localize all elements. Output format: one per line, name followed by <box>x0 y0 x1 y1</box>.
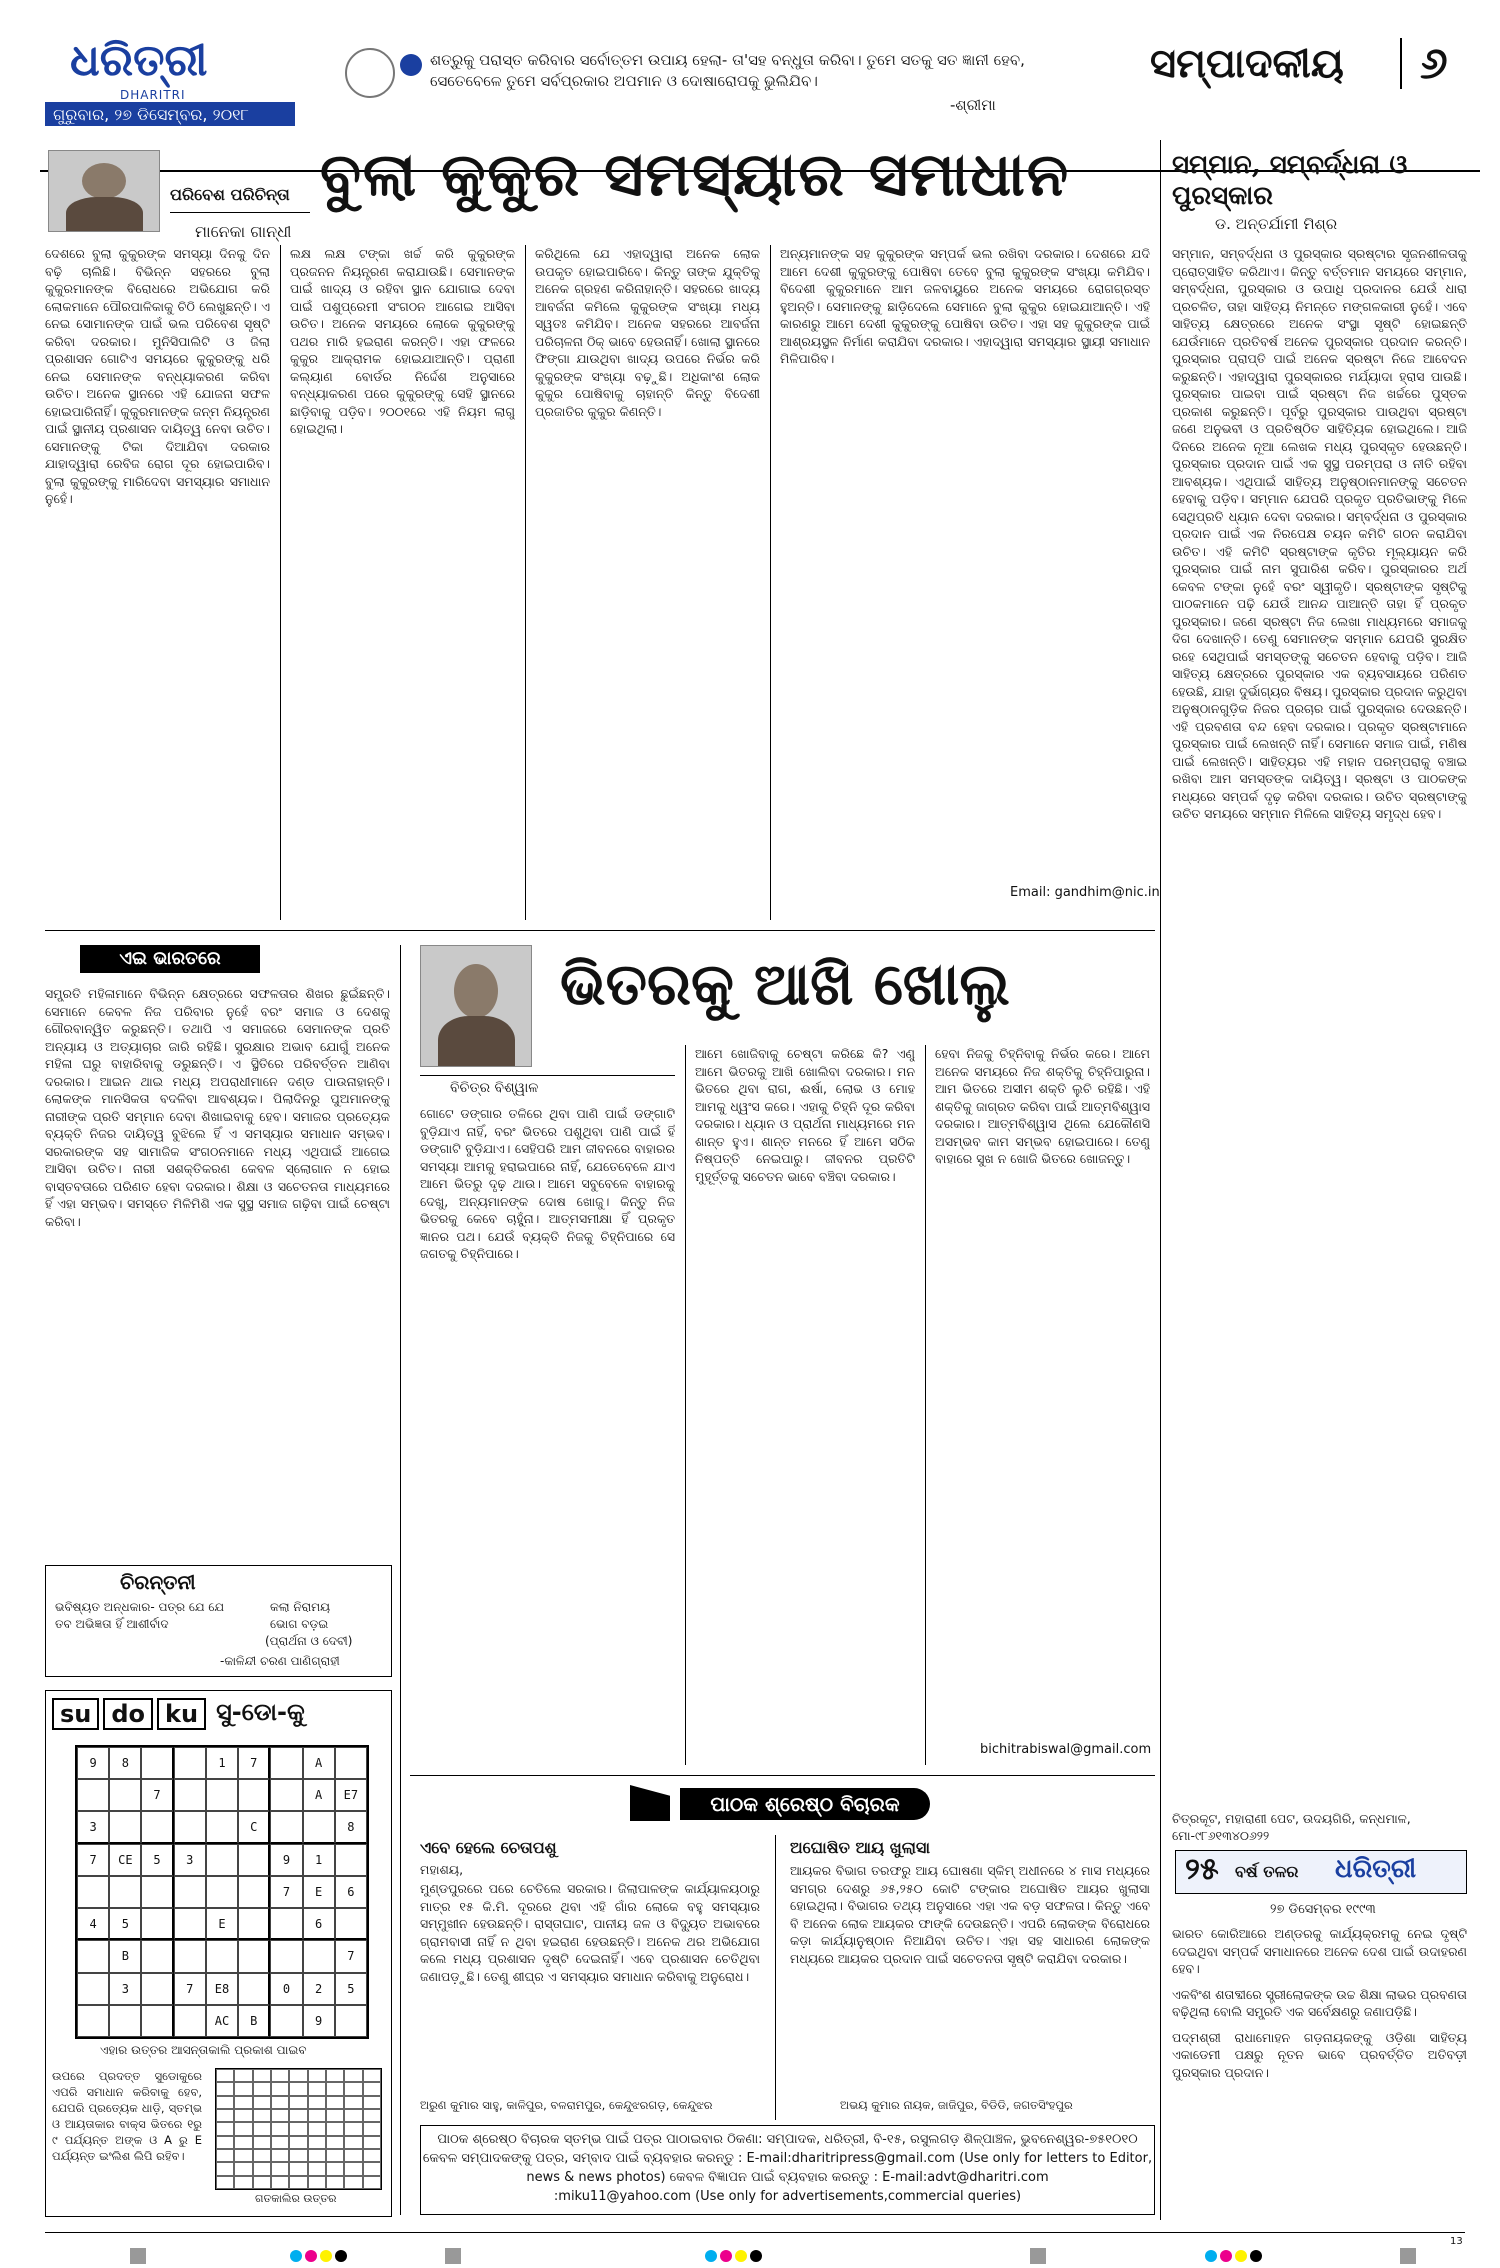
answer-cell <box>253 2149 271 2162</box>
divider <box>525 245 526 920</box>
poem-line: ତବ ଅଭିଜ୍ଞତା ହିଁ ଆଶୀର୍ବାଦ <box>55 1617 169 1631</box>
sudoku-title-odia: ସୁ-ଡୋ-କୁ <box>216 1698 305 1726</box>
answer-cell <box>271 2122 289 2135</box>
sudoku-cell[interactable]: 5 <box>141 1844 173 1876</box>
sudoku-cell[interactable]: 3 <box>174 1844 206 1876</box>
sudoku-cell[interactable] <box>141 1908 173 1940</box>
sudoku-cell[interactable] <box>141 1747 173 1779</box>
letters-kicker: ପାଠକ ଶ୍ରେଷ୍ଠ ବିଚାରକ <box>680 1788 930 1820</box>
answer-cell <box>216 2122 234 2135</box>
sudoku-cell[interactable] <box>77 1876 109 1908</box>
answer-cell <box>216 2162 234 2175</box>
answer-cell <box>308 2162 326 2175</box>
answer-cell <box>363 2149 381 2162</box>
sudoku-cell[interactable]: 9 <box>77 1747 109 1779</box>
sudoku-cell[interactable]: 6 <box>335 1876 367 1908</box>
registration-mark <box>1235 2250 1247 2262</box>
sudoku-cell[interactable]: A <box>303 1747 335 1779</box>
folio: 13 <box>1450 2236 1463 2247</box>
sudoku-cell[interactable]: 4 <box>77 1908 109 1940</box>
answer-cell <box>271 2082 289 2095</box>
answer-cell <box>271 2149 289 2162</box>
sudoku-cell[interactable] <box>141 1876 173 1908</box>
lead-email: Email: gandhim@nic.in <box>1010 885 1160 900</box>
sudoku-cell[interactable] <box>174 1747 206 1779</box>
second-email: bichitrabiswal@gmail.com <box>980 1742 1152 1757</box>
registration-bar <box>130 2248 146 2264</box>
pen-icon <box>630 1785 670 1821</box>
lotus-icon <box>400 54 422 76</box>
sudoku-cell[interactable] <box>174 1940 206 1972</box>
answer-cell <box>344 2122 362 2135</box>
sudoku-cell[interactable] <box>270 1940 302 1972</box>
sudoku-cell[interactable] <box>238 1973 270 2005</box>
section-title: ସମ୍ପାଦକୀୟ <box>1150 40 1344 87</box>
sudoku-cell[interactable]: A <box>303 1779 335 1811</box>
sudoku-cell[interactable] <box>77 2005 109 2037</box>
answer-cell <box>234 2082 252 2095</box>
letter-2-signature: ଅଭୟ କୁମାର ନାୟକ, ଜାଜିପୁର, ବିଡିଡି, ଜଗତସିଂହପୁର <box>840 2098 1073 2112</box>
sudoku-cell[interactable] <box>270 1779 302 1811</box>
sudoku-cell[interactable] <box>303 1940 335 1972</box>
answer-cell <box>308 2082 326 2095</box>
sudoku-cell[interactable]: 8 <box>335 1811 367 1843</box>
sudoku-cell[interactable]: 3 <box>77 1811 109 1843</box>
sudoku-cell[interactable]: 6 <box>303 1908 335 1940</box>
answer-cell <box>308 2096 326 2109</box>
answer-cell <box>344 2162 362 2175</box>
chirantani-title: ଚିରନ୍ତନୀ <box>120 1570 196 1594</box>
answer-cell <box>289 2136 307 2149</box>
sudoku-cell[interactable]: 2 <box>303 1973 335 2005</box>
answer-cell <box>363 2176 381 2189</box>
lead-column-1: ଦେଶରେ ବୁଲା କୁକୁରଙ୍କ ସମସ୍ୟା ଦିନକୁ ଦିନ ବଢ଼ି ଚାଲିଛି। ବିଭିନ୍ନ ସହରରେ ବୁଲା କୁକୁରମାନଙ୍କ ବିରୋଧରେ ଅଭିଯୋଗ କରି ଲୋକମାନେ ପୌରପାଳିକାକୁ ଚିଠି ଲେଖୁଛନ୍ତି। ଏ ନେଇ ସୋମାନଙ୍କ ପାଇଁ ଭଲ ପରିବେଶ ସୃଷ୍ଟି କରିବା ଦରକାର। ମୁନିସିପାଲିଟି ଓ ଜିଲା ପ୍ରଶାସନ ଗୋଟିଏ ସମୟରେ କୁକୁରଙ୍କୁ ଧରି ନେଇ ସେମାନଙ୍କ ବନ୍ଧ୍ୟାକରଣ କରିବା ଉଚିତ। ଅନେକ ସ୍ଥାନରେ ଏହି ଯୋଜନା ସଫଳ ହୋଇପାରିନାହିଁ। କୁକୁରମାନଙ୍କ ଜନ୍ମ ନିୟନ୍ତ୍ରଣ ପାଇଁ ସ୍ଥାନୀୟ ପ୍ରଶାସନ ଦାୟିତ୍ୱ ନେବା ଉଚିତ। ସେମାନଙ୍କୁ ଟିକା ଦିଆଯିବା ଦରକାର ଯାହାଦ୍ୱାରା ରେବିଜ ରୋଗ ଦୂର ହୋଇପାରିବ। ବୁଲା କୁକୁରଙ୍କୁ ମାରିଦେବା ସମସ୍ୟାର ସମାଧାନ ନୁହେଁ। <box>45 246 270 506</box>
address-line: news & news photos) କେବଳ ବିଜ୍ଞାପନ ପାଇଁ ବ୍ୟବହାର କରନ୍ତୁ : E-mail:advt@dharitri.com <box>526 2170 1049 2185</box>
answer-cell <box>344 2082 362 2095</box>
letter-1-salute: ମହାଶୟ, <box>420 1862 464 1877</box>
poem-line: ଭୋଗ ବଡ଼ଇ <box>270 1617 329 1631</box>
sudoku-cell[interactable]: 9 <box>270 1844 302 1876</box>
answer-cell <box>308 2069 326 2082</box>
column-label: ପରିବେଶ ପରିଚିନ୍ତା <box>170 185 290 204</box>
sudoku-cell[interactable] <box>174 2005 206 2037</box>
answer-cell <box>271 2176 289 2189</box>
sudoku-cell[interactable]: CE <box>109 1844 141 1876</box>
sudoku-cell[interactable]: 5 <box>335 1973 367 2005</box>
author-photo <box>420 945 532 1067</box>
sudoku-cell[interactable] <box>141 1973 173 2005</box>
poet-name: -କାଳିନ୍ଦୀ ଚରଣ ପାଣିଗ୍ରାହୀ <box>220 1654 340 1668</box>
second-column-2: ଆମେ ଖୋଜିବାକୁ ଚେଷ୍ଟା କରିଛେ କି? ଏଣୁ ଆମେ ଭିତରକୁ ଆଖି ଖୋଲିବା ଦରକାର। ମନ ଭିତରେ ଥିବା ରାଗ, ଈର୍ଷା, ଲୋଭ ଓ ମୋହ ଆମକୁ ଧ୍ୱଂସ କରେ। ଏହାକୁ ଚିହ୍ନି ଦୂର କରିବା ଦରକାର। ଧ୍ୟାନ ଓ ପ୍ରାର୍ଥନା ମାଧ୍ୟମରେ ମନ ଶାନ୍ତ ହୁଏ। ଶାନ୍ତ ମନରେ ହିଁ ଆମେ ସଠିକ ନିଷ୍ପତ୍ତି ନେଇପାରୁ। ଜୀବନର ପ୍ରତିଟି ମୁହୂର୍ତ୍ତକୁ ସଚେତନ ଭାବେ ବଞ୍ଚିବା ଦରକାର। <box>695 1046 915 1184</box>
answer-cell <box>216 2082 234 2095</box>
divider <box>410 1775 1155 1776</box>
answer-cell <box>216 2176 234 2189</box>
divider <box>420 1075 675 1076</box>
second-headline: ଭିତରକୁ ଆଖି ଖୋଲୁ <box>560 950 1010 1018</box>
registration-bar <box>1400 2248 1416 2264</box>
registration-mark <box>320 2250 332 2262</box>
answer-cell <box>289 2069 307 2082</box>
letter-1-body: ମୁଣ୍ଡପୁରରେ ପରେ ଚେତିଲେ ସରକାର। ଜିଲାପାଳଙ୍କ କାର୍ଯ୍ୟାଳୟଠାରୁ ମାତ୍ର ୧୫ କି.ମି. ଦୂରରେ ଥିବା ଏହି ଗାଁର ଲୋକେ ବହୁ ସମସ୍ୟାର ସମ୍ମୁଖୀନ ହେଉଛନ୍ତି। ରାସ୍ତାଘାଟ, ପାନୀୟ ଜଳ ଓ ବିଦ୍ୟୁତ ଅଭାବରେ ଗ୍ରାମବାସୀ ନାହିଁ ନ ଥିବା ହଇରାଣ ହେଉଛନ୍ତି। ଅନେକ ଥର ଅଭିଯୋଗ କଲେ ମଧ୍ୟ ପ୍ରଶାସନ ଦୃଷ୍ଟି ଦେଇନାହିଁ। ଏବେ ପ୍ରଶାସନ ଚେତିଥିବା ଜଣାପଡ଼ୁଛି। ତେଣୁ ଶୀଘ୍ର ଏ ସମସ୍ୟାର ସମାଧାନ କରିବାକୁ ଅନୁରୋଧ। <box>420 1881 760 1984</box>
sudoku-cell[interactable] <box>77 1779 109 1811</box>
registration-mark <box>305 2250 317 2262</box>
right-body: ସମ୍ମାନ, ସମ୍ବର୍ଦ୍ଧନା ଓ ପୁରସ୍କାର ସ୍ରଷ୍ଟାର ସୃଜନଶୀଳତାକୁ ପ୍ରୋତ୍ସାହିତ କରିଥାଏ। କିନ୍ତୁ ବର୍ତ୍ତମାନ ସମୟରେ ସମ୍ମାନ, ସମ୍ବର୍ଦ୍ଧନା, ପୁରସ୍କାର ଓ ଉପାଧି ପ୍ରଦାନର ଯେଉଁ ଧାରା ପ୍ରଚଳିତ, ତାହା ସାହିତ୍ୟ ନିମନ୍ତେ ମଙ୍ଗଳକାରୀ ନୁହେଁ। ଏବେ ସାହିତ୍ୟ କ୍ଷେତ୍ରରେ ଅନେକ ସଂସ୍ଥା ସୃଷ୍ଟି ହୋଇଛନ୍ତି ଯେଉଁମାନେ ପ୍ରତିବର୍ଷ ଅନେକ ପୁରସ୍କାର ପ୍ରଦାନ କରନ୍ତି। ପୁରସ୍କାର ପ୍ରାପ୍ତି ପାଇଁ ଅନେକ ସ୍ରଷ୍ଟା ନିଜେ ଆବେଦନ କରୁଛନ୍ତି। ଏହାଦ୍ୱାରା ପୁରସ୍କାରର ମର୍ଯ୍ୟାଦା ହ୍ରାସ ପାଉଛି। ପୁରସ୍କାର ପାଇବା ପାଇଁ ସ୍ରଷ୍ଟା ନିଜ ଖର୍ଚ୍ଚରେ ପୁସ୍ତକ ପ୍ରକାଶ କରୁଛନ୍ତି। ପୂର୍ବରୁ ପୁରସ୍କାର ପାଉଥିବା ସ୍ରଷ୍ଟା ଜଣେ ଅନୁଭବୀ ଓ ପ୍ରତିଷ୍ଠିତ ସାହିତ୍ୟିକ ହୋଇଥିଲେ। ଆଜି ଦିନରେ ଅନେକ ନୂଆ ଲେଖକ ମଧ୍ୟ ପୁରସ୍କୃତ ହେଉଛନ୍ତି। ପୁରସ୍କାର ପ୍ରଦାନ ପାଇଁ ଏକ ସୁସ୍ଥ ପରମ୍ପରା ଓ ନୀତି ରହିବା ଆବଶ୍ୟକ। ଏଥିପାଇଁ ସାହିତ୍ୟ ଅନୁଷ୍ଠାନମାନଙ୍କୁ ସଚେତନ ହେବାକୁ ପଡ଼ିବ। ସମ୍ମାନ ଯେପରି ପ୍ରକୃତ ପ୍ରତିଭାଙ୍କୁ ମିଳେ ସେଥିପ୍ରତି ଧ୍ୟାନ ଦେବା ଦରକାର। ସମ୍ବର୍ଦ୍ଧନା ଓ ପୁରସ୍କାର ପ୍ରଦାନ ପାଇଁ ଏକ ନିରପେକ୍ଷ ଚୟନ କମିଟି ଗଠନ କରାଯିବା ଉଚିତ। ଏହି କମିଟି ସ୍ରଷ୍ଟାଙ୍କ କୃତିର ମୂଲ୍ୟାୟନ କରି ପୁରସ୍କାର ପାଇଁ ନାମ ସୁପାରିଶ କରିବ। ପୁରସ୍କାରର ଅର୍ଥ କେବଳ ଟଙ୍କା ନୁହେଁ ବରଂ ସ୍ୱୀକୃତି। ସ୍ରଷ୍ଟାଙ୍କ ସୃଷ୍ଟିକୁ ପାଠକମାନେ ପଢ଼ି ଯେଉଁ ଆନନ୍ଦ ପାଆନ୍ତି ତାହା ହିଁ ପ୍ରକୃତ ପୁରସ୍କାର। ଜଣେ ସ୍ରଷ୍ଟା ନିଜ ଲେଖା ମାଧ୍ୟମରେ ସମାଜକୁ ଦିଗ ଦେଖାନ୍ତି। ତେଣୁ ସେମାନଙ୍କ ସମ୍ମାନ ଯେପରି ସୁରକ୍ଷିତ ରହେ ସେଥିପାଇଁ ସମସ୍ତଙ୍କୁ ସଚେତନ ହେବାକୁ ପଡ଼ିବ। ଆଜି ସାହିତ୍ୟ କ୍ଷେତ୍ରରେ ପୁରସ୍କାର ଏକ ବ୍ୟବସାୟରେ ପରିଣତ ହେଉଛି, ଯାହା ଦୁର୍ଭାଗ୍ୟର ବିଷୟ। ପୁରସ୍କାର ପ୍ରଦାନ କରୁଥିବା ଅନୁଷ୍ଠାନଗୁଡ଼ିକ ନିଜର ପ୍ରଚାର ପାଇଁ ପୁରସ୍କାର ଦେଉଛନ୍ତି। ଏହି ପ୍ରବଣତା ବନ୍ଦ ହେବା ଦରକାର। ପ୍ରକୃତ ସ୍ରଷ୍ଟାମାନେ ପୁରସ୍କାର ପାଇଁ ଲେଖନ୍ତି ନାହିଁ। ସେମାନେ ସମାଜ ପାଇଁ, ମଣିଷ ପାଇଁ ଲେଖନ୍ତି। ସାହିତ୍ୟର ଏହି ମହାନ ପରମ୍ପରାକୁ ବଞ୍ଚାଇ ରଖିବା ଆମ ସମସ୍ତଙ୍କ ଦାୟିତ୍ୱ। ସ୍ରଷ୍ଟା ଓ ପାଠକଙ୍କ ମଧ୍ୟରେ ସମ୍ପର୍କ ଦୃଢ଼ କରିବା ଦରକାର। ଉଚିତ ସ୍ରଷ୍ଟାଙ୍କୁ ଉଚିତ ସମୟରେ ସମ୍ମାନ ମିଳିଲେ ସାହିତ୍ୟ ସମୃଦ୍ଧ ହେବ। <box>1172 246 1467 821</box>
answer-cell <box>234 2176 252 2189</box>
sudoku-cell[interactable]: 7 <box>77 1844 109 1876</box>
sudoku-note: ଏହାର ଉତ୍ତର ଆସନ୍ତାକାଲି ପ୍ରକାଶ ପାଇବ <box>100 2043 307 2057</box>
sudoku-cell[interactable] <box>109 1811 141 1843</box>
answer-cell <box>253 2096 271 2109</box>
answer-cell <box>216 2149 234 2162</box>
author-photo <box>48 150 160 232</box>
answer-cell <box>234 2069 252 2082</box>
answer-cell <box>234 2096 252 2109</box>
answer-cell <box>363 2136 381 2149</box>
poem-line: ଭବିଷ୍ୟତ ଅନ୍ଧକାର- ପତ୍ର ଯେ ଯେ <box>55 1600 225 1614</box>
chakra-icon <box>345 48 395 98</box>
answer-cell <box>344 2069 362 2082</box>
answer-cell <box>234 2149 252 2162</box>
sudoku-rules: ଉପରେ ପ୍ରଦତ୍ତ ସୁଡୋକୁରେ ଏପରି ସମାଧାନ କରିବାକୁ ହେବ, ଯେପରି ପ୍ରତ୍ୟେକ ଧାଡ଼ି, ସ୍ତମ୍ଭ ଓ ଆୟତାକାର ବାକ୍ସ ଭିତରେ ୧ରୁ ୯ ପର୍ଯ୍ୟନ୍ତ ଅଙ୍କ ଓ A ରୁ E ପର୍ଯ୍ୟନ୍ତ ଇଂଲିଶ ଲିପି ରହିବ। <box>52 2069 202 2163</box>
sudoku-cell[interactable] <box>206 1876 238 1908</box>
letter-2-body: ଆୟକର ବିଭାଗ ତରଫରୁ ଆୟ ଘୋଷଣା ସ୍କିମ୍ ଅଧୀନରେ ୪ ମାସ ମଧ୍ୟରେ ସମଗ୍ର ଦେଶରୁ ୬୫,୨୫୦ କୋଟି ଟଙ୍କାର ଅଘୋଷିତ ଆୟର ଖୁଲାସା ହୋଇଥିଲା। ବିଭାଗର ତଥ୍ୟ ଅନୁସାରେ ଏହା ଏକ ବଡ଼ ସଫଳତା। କିନ୍ତୁ ଏବେ ବି ଅନେକ ଲୋକ ଆୟକର ଫାଙ୍କି ଦେଉଛନ୍ତି। ଏପରି ଲୋକଙ୍କ ବିରୋଧରେ କଡ଼ା କାର୍ଯ୍ୟାନୁଷ୍ଠାନ ନିଆଯିବା ଉଚିତ। ଏହା ସହ ସାଧାରଣ ଲୋକଙ୍କ ମଧ୍ୟରେ ଆୟକର ପ୍ରଦାନ ପାଇଁ ସଚେତନତା ସୃଷ୍ଟି କରାଯିବା ଦରକାର। <box>790 1863 1150 1966</box>
lead-column-2: ଲକ୍ଷ ଲକ୍ଷ ଟଙ୍କା ଖର୍ଚ୍ଚ କରି କୁକୁରଙ୍କ ପ୍ରଜନନ ନିୟନ୍ତ୍ରଣ କରାଯାଉଛି। ସେମାନଙ୍କ ପାଇଁ ଖାଦ୍ୟ ଓ ରହିବା ସ୍ଥାନ ଯୋଗାଇ ଦେବା ପାଇଁ ପଶୁପ୍ରେମୀ ସଂଗଠନ ଆଗେଇ ଆସିବା ଉଚିତ। ଅନେକ ସମୟରେ ଲୋକେ କୁକୁରଙ୍କୁ ପଥର ମାରି ହଇରାଣ କରନ୍ତି। ଏହା ଫଳରେ କୁକୁର ଆକ୍ରାମକ ହୋଇଯାଆନ୍ତି। ପ୍ରାଣୀ କଲ୍ୟାଣ ବୋର୍ଡର ନିର୍ଦ୍ଦେଶ ଅନୁସାରେ ବନ୍ଧ୍ୟାକରଣ ପରେ କୁକୁରଙ୍କୁ ସେହି ସ୍ଥାନରେ ଛାଡ଼ିବାକୁ ପଡ଼ିବ। ୨୦୦୧ରେ ଏହି ନିୟମ ଲାଗୁ ହୋଇଥିଲା। <box>290 246 515 436</box>
registration-bar <box>1030 2248 1046 2264</box>
answer-cell <box>271 2136 289 2149</box>
answer-cell <box>234 2122 252 2135</box>
sudoku-cell[interactable]: 1 <box>303 1844 335 1876</box>
sudoku-cell[interactable] <box>238 1844 270 1876</box>
answer-cell <box>326 2162 344 2175</box>
answer-cell <box>216 2069 234 2082</box>
right-author: ଡ. ଅନ୍ତର୍ଯାମୀ ମିଶ୍ର <box>1215 215 1338 233</box>
answer-cell <box>253 2069 271 2082</box>
answer-cell <box>308 2109 326 2122</box>
answer-cell <box>289 2096 307 2109</box>
answer-cell <box>326 2122 344 2135</box>
second-column-1: ଗୋଟେ ଡଙ୍ଗାର ତଳିରେ ଥିବା ପାଣି ପାଇଁ ଡଙ୍ଗାଟି ବୁଡ଼ିଯାଏ ନାହିଁ, ବରଂ ଭିତରେ ପଶୁଥିବା ପାଣି ପାଇଁ ହିଁ ଡଙ୍ଗାଟି ବୁଡ଼ିଯାଏ। ସେହିପରି ଆମ ଜୀବନରେ ବାହାରର ସମସ୍ୟା ଆମକୁ ହରାଇପାରେ ନାହିଁ, ଯେତେବେଳେ ଯାଏ ଆମେ ଭିତରୁ ଦୃଢ଼ ଥାଉ। ଆମେ ସବୁବେଳେ ବାହାରକୁ ଦେଖୁ, ଅନ୍ୟମାନଙ୍କ ଦୋଷ ଖୋଜୁ। କିନ୍ତୁ ନିଜ ଭିତରକୁ କେବେ ଚାହୁଁନା। ଆତ୍ମସମୀକ୍ଷା ହିଁ ପ୍ରକୃତ ଜ୍ଞାନର ପଥ। ଯେଉଁ ବ୍ୟକ୍ତି ନିଜକୁ ଚିହ୍ନିପାରେ ସେ ଜଗତକୁ ଚିହ୍ନିପାରେ। <box>420 1106 675 1261</box>
sudoku-cell[interactable] <box>141 2005 173 2037</box>
answer-cell <box>289 2149 307 2162</box>
answer-cell <box>363 2122 381 2135</box>
archive-item: ଭାରତ କୋରିଆରେ ଅଣ୍ଡରକୁ କାର୍ଯ୍ୟକ୍ରମକୁ ନେଇ ଦୃଷ୍ଟି ଦେଇଥିବା ସମ୍ପର୍କ ସମାଧାନରେ ଅନେକ ଦେଶ ପାଇଁ ଉଦାହରଣ ହେବ। <box>1172 1926 1467 1976</box>
ei-bharatare-body: ସମ୍ପ୍ରତି ମହିଳାମାନେ ବିଭିନ୍ନ କ୍ଷେତ୍ରରେ ସଫଳତାର ଶିଖର ଛୁଇଁଛନ୍ତି। ସେମାନେ କେବଳ ନିଜ ପରିବାର ନୁହେଁ ବରଂ ସମାଜ ଓ ଦେଶକୁ ଗୌରବାନ୍ୱିତ କରୁଛନ୍ତି। ତଥାପି ଏ ସମାଜରେ ସେମାନଙ୍କ ପ୍ରତି ଅନ୍ୟାୟ ଓ ଅତ୍ୟାଚାର ଜାରି ରହିଛି। ସୁରକ୍ଷାର ଅଭାବ ଯୋଗୁଁ ଅନେକ ମହିଳା ଘରୁ ବାହାରିବାକୁ ଡରୁଛନ୍ତି। ଏ ସ୍ଥିତିରେ ପରିବର୍ତ୍ତନ ଆଣିବା ଦରକାର। ଆଇନ ଥାଇ ମଧ୍ୟ ଅପରାଧୀମାନେ ଦଣ୍ଡ ପାଉନାହାନ୍ତି। ଲୋକଙ୍କ ମାନସିକତା ବଦଳିବା ଆବଶ୍ୟକ। ପିଲାଦିନରୁ ପୁଅମାନଙ୍କୁ ନାରୀଙ୍କ ପ୍ରତି ସମ୍ମାନ ଦେବା ଶିଖାଇବାକୁ ହେବ। ସମାଜର ପ୍ରତ୍ୟେକ ବ୍ୟକ୍ତି ନିଜର ଦାୟିତ୍ୱ ବୁଝିଲେ ହିଁ ଏ ସମସ୍ୟାର ସମାଧାନ ସମ୍ଭବ। ସରକାରଙ୍କ ସହ ସାମାଜିକ ସଂଗଠନମାନେ ମଧ୍ୟ ଏଥିପାଇଁ ଆଗେଇ ଆସିବା ଉଚିତ। ନାରୀ ସଶକ୍ତିକରଣ କେବଳ ସ୍ଲୋଗାନ ନ ହୋଇ ବାସ୍ତବତାରେ ପରିଣତ ହେବା ଦରକାର। ଶିକ୍ଷା ଓ ସଚେତନତା ମାଧ୍ୟମରେ ହିଁ ଏହା ସମ୍ଭବ। ସମସ୍ତେ ମିଳିମିଶି ଏକ ସୁସ୍ଥ ସମାଜ ଗଢ଼ିବା ପାଇଁ ଚେଷ୍ଟା କରିବା। <box>45 986 390 1229</box>
sudoku-cell[interactable] <box>174 1779 206 1811</box>
sudoku-cell[interactable]: 1 <box>206 1747 238 1779</box>
answer-cell <box>234 2136 252 2149</box>
sudoku-cell[interactable]: 7 <box>174 1973 206 2005</box>
sudoku-cell[interactable] <box>77 1973 109 2005</box>
sudoku-cell[interactable]: B <box>238 2005 270 2037</box>
address-line: କେବଳ ସମ୍ପାଦକଙ୍କୁ ପତ୍ର, ସମ୍ବାଦ ପାଇଁ ବ୍ୟବହାର କରନ୍ତୁ : E-mail:dharitripress@gmail.com (Use only for letters to Editor, <box>422 2151 1153 2166</box>
sudoku-cell[interactable]: B <box>109 1940 141 1972</box>
sudoku-cell[interactable]: 7 <box>141 1779 173 1811</box>
registration-mark <box>335 2250 347 2262</box>
lead-headline: ବୁଲା କୁକୁର ସମସ୍ୟାର ସମାଧାନ <box>320 140 1071 210</box>
sudoku-cell[interactable]: E7 <box>335 1779 367 1811</box>
answer-cell <box>253 2082 271 2095</box>
divider <box>45 930 1155 931</box>
answer-cell <box>363 2082 381 2095</box>
lead-column-4: ଅନ୍ୟମାନଙ୍କ ସହ କୁକୁରଙ୍କ ସମ୍ପର୍କ ଭଲ ରଖିବା ଦରକାର। ଦେଶରେ ଯଦି ଆମେ ଦେଶୀ କୁକୁରଙ୍କୁ ପୋଷିବା ତେବେ ବୁଲା କୁକୁରଙ୍କ ସଂଖ୍ୟା କମିଯିବ। ବିଦେଶୀ କୁକୁରମାନେ ଆମ ଜଳବାୟୁରେ ଅନେକ ସମୟରେ ରୋଗଗ୍ରସ୍ତ ହୁଅନ୍ତି। ସେମାନଙ୍କୁ ଛାଡ଼ିଦେଲେ ସେମାନେ ବୁଲା କୁକୁର ହୋଇଯାଆନ୍ତି। ଏହି କାରଣରୁ ଆମେ ଦେଶୀ କୁକୁରଙ୍କୁ ପୋଷିବା ଉଚିତ। ଏହା ସହ କୁକୁରଙ୍କ ପାଇଁ ଆଶ୍ରୟସ୍ଥଳ ନିର୍ମାଣ କରାଯିବା ଦରକାର। ଏହାଦ୍ୱାରା ସମସ୍ୟାର ସ୍ଥାୟୀ ସମାଧାନ ମିଳିପାରିବ। <box>780 246 1150 366</box>
registration-mark <box>750 2250 762 2262</box>
letter-1-signature: ଅରୁଣ କୁମାର ସାହୁ, କାଳିପୁର, ବଳରାମପୁର, କେନ୍ଦୁଝରଗଡ଼, କେନ୍ଦୁଝର <box>420 2098 713 2112</box>
sudoku-title <box>52 1698 305 1730</box>
divider <box>1160 140 1161 2220</box>
archive-logo: ଧରିତ୍ରୀ <box>1335 1854 1417 1884</box>
divider <box>400 945 401 2215</box>
answer-cell <box>363 2096 381 2109</box>
answer-cell <box>326 2082 344 2095</box>
answer-cell <box>253 2162 271 2175</box>
answer-cell <box>363 2162 381 2175</box>
letter-1-title: ଏବେ ହେଲେ ଚେତାପଶୁ <box>420 1838 557 1857</box>
sudoku-cell[interactable]: 7 <box>238 1747 270 1779</box>
archive-date: ୨୭ ଡିସେମ୍ବର ୧୯୯୩ <box>1270 1902 1376 1917</box>
sudoku-cell[interactable] <box>174 1908 206 1940</box>
right-headline: ସମ୍ମାନ, ସମ୍ବର୍ଦ୍ଧନା ଓ ପୁରସ୍କାର <box>1172 150 1408 211</box>
sudoku-answer-label: ଗତକାଲିର ଉତ୍ତର <box>255 2192 337 2205</box>
ei-bharatare-kicker: ଏଇ ଭାରତରେ <box>80 945 260 973</box>
address-line: ପାଠକ ଶ୍ରେଷ୍ଠ ବିଚାରକ ସ୍ତମ୍ଭ ପାଇଁ ପତ୍ର ପାଠାଇବାର ଠିକଣା: ସମ୍ପାଦକ, ଧରିତ୍ରୀ, ବି-୧୫, ରସୁଲଗଡ଼ ଶିଳ୍ପାଞ୍ଚଳ, ଭୁବନେଶ୍ୱର-୭୫୧୦୧୦ <box>437 2132 1138 2147</box>
page-number: ୬ <box>1400 38 1448 89</box>
answer-cell <box>253 2109 271 2122</box>
newspaper-logo: ଧରିତ୍ରୀ <box>70 35 208 86</box>
registration-bar <box>445 2248 461 2264</box>
sudoku-cell[interactable]: 7 <box>270 1876 302 1908</box>
sudoku-cell[interactable] <box>270 1811 302 1843</box>
answer-cell <box>271 2069 289 2082</box>
answer-cell <box>326 2096 344 2109</box>
address-line: :miku11@yahoo.com (Use only for advertisements,commercial queries) <box>553 2189 1022 2204</box>
sudoku-cell[interactable] <box>238 1779 270 1811</box>
answer-cell <box>289 2109 307 2122</box>
answer-cell <box>326 2176 344 2189</box>
answer-cell <box>216 2109 234 2122</box>
second-author: ବିଚିତ୍ର ବିଶ୍ୱାଳ <box>450 1080 539 1096</box>
sudoku-cell[interactable]: 9 <box>303 2005 335 2037</box>
sudoku-cell[interactable] <box>335 1844 367 1876</box>
answer-cell <box>271 2109 289 2122</box>
sudoku-cell[interactable] <box>141 1811 173 1843</box>
sudoku-cell[interactable]: 3 <box>109 1973 141 2005</box>
sudoku-cell[interactable] <box>238 1908 270 1940</box>
sudoku-cell[interactable] <box>206 1844 238 1876</box>
sudoku-cell[interactable] <box>270 1747 302 1779</box>
newspaper-logo-sub: DHARITRI <box>120 88 186 102</box>
answer-cell <box>344 2176 362 2189</box>
answer-cell <box>344 2109 362 2122</box>
answer-cell <box>234 2109 252 2122</box>
answer-cell <box>344 2096 362 2109</box>
sudoku-cell[interactable]: E <box>303 1876 335 1908</box>
sudoku-cell[interactable] <box>141 1940 173 1972</box>
sudoku-cell[interactable]: E8 <box>206 1973 238 2005</box>
quote-text: ଶତ୍ରୁକୁ ପରାସ୍ତ କରିବାର ସର୍ବୋତ୍ତମ ଉପାୟ ହେଲା- ତା'ସହ ବନ୍ଧୁତା କରିବା। ତୁମେ ସତକୁ ସତ ଜ୍ଞାନୀ ହେବ, ସେତେବେଳେ ତୁମେ ସର୍ବପ୍ରକାର ଅପମାନ ଓ ଦୋଷାରୋପକୁ ଭୁଲିଯିବ। <box>430 51 1025 90</box>
answer-cell <box>271 2096 289 2109</box>
answer-cell <box>344 2149 362 2162</box>
answer-cell <box>344 2136 362 2149</box>
divider <box>770 245 771 920</box>
sudoku-answer-grid <box>215 2068 382 2190</box>
sudoku-cell[interactable] <box>109 1779 141 1811</box>
answer-cell <box>289 2082 307 2095</box>
answer-cell <box>326 2069 344 2082</box>
registration-mark <box>705 2250 717 2262</box>
sudoku-cell[interactable] <box>335 1908 367 1940</box>
sudoku-cell[interactable] <box>109 1876 141 1908</box>
letters-address-box <box>420 2125 1155 2215</box>
divider <box>685 1045 686 1765</box>
sudoku-cell[interactable]: E <box>206 1908 238 1940</box>
divider <box>775 1835 776 2120</box>
answer-cell <box>326 2136 344 2149</box>
sudoku-cell[interactable] <box>335 1747 367 1779</box>
answer-cell <box>308 2149 326 2162</box>
sudoku-cell[interactable] <box>109 2005 141 2037</box>
sudoku-cell[interactable] <box>238 1940 270 1972</box>
sudoku-cell[interactable] <box>206 1779 238 1811</box>
sudoku-cell[interactable] <box>174 1876 206 1908</box>
sudoku-cell[interactable] <box>206 1940 238 1972</box>
registration-mark <box>720 2250 732 2262</box>
sudoku-cell[interactable] <box>270 2005 302 2037</box>
answer-cell <box>308 2136 326 2149</box>
divider <box>45 2232 1465 2233</box>
sudoku-cell[interactable] <box>174 1811 206 1843</box>
dateline: ଗୁରୁବାର, ୨୭ ଡିସେମ୍ବର, ୨୦୧୮ <box>45 102 295 126</box>
answer-cell <box>216 2136 234 2149</box>
archive-item: ଏକବିଂଶ ଶତାବ୍ଦୀରେ ସ୍ତ୍ରୀଲୋକଙ୍କ ଉଚ୍ଚ ଶିକ୍ଷା ଲାଭର ପ୍ରବଣତା ବଢ଼ିଥିଲା ବୋଲି ସମ୍ପ୍ରତି ଏକ ସର୍ବେକ୍ଷଣରୁ ଜଣାପଡ଼ିଛି। <box>1172 1986 1467 2019</box>
answer-cell <box>289 2162 307 2175</box>
archive-label: ବର୍ଷ ତଳର <box>1235 1862 1299 1881</box>
sudoku-cell[interactable] <box>238 1876 270 1908</box>
answer-cell <box>326 2149 344 2162</box>
registration-mark <box>735 2250 747 2262</box>
sudoku-grid[interactable] <box>75 1745 369 2039</box>
archive-item: ପଦ୍ମଶ୍ରୀ ରାଧାମୋହନ ଗଡ଼ନାୟକଙ୍କୁ ଓଡ଼ିଶା ସାହିତ୍ୟ ଏକାଡେମୀ ପକ୍ଷରୁ ନୂତନ ଭାବେ ପ୍ରବର୍ତ୍ତିତ ଅତିବଡ଼ୀ ପୁରସ୍କାର ପ୍ରଦାନ। <box>1172 2029 1467 2080</box>
lead-column-3: କରିଥିଲେ ଯେ ଏହାଦ୍ୱାରା ଅନେକ ଲୋକ ଉପକୃତ ହୋଇପାରିବେ। କିନ୍ତୁ ତାଙ୍କ ଯୁକ୍ତିକୁ ଅନେକ ଗ୍ରହଣ କରିନାହାନ୍ତି। ସହରରେ ଖାଦ୍ୟ ଆବର୍ଜନା କମିଲେ କୁକୁରଙ୍କ ସଂଖ୍ୟା ମଧ୍ୟ ସ୍ୱତଃ କମିଯିବ। ଅନେକ ସହରରେ ଆବର୍ଜନା ପରିଚାଳନା ଠିକ୍ ଭାବେ ହେଉନାହିଁ। ଖୋଲା ସ୍ଥାନରେ ଫିଙ୍ଗା ଯାଉଥିବା ଖାଦ୍ୟ ଉପରେ ନିର୍ଭର କରି କୁକୁରଙ୍କ ସଂଖ୍ୟା ବଢ଼ୁଛି। ଅଧିକାଂଶ ଲୋକ କୁକୁର ପୋଷିବାକୁ ଚାହାନ୍ତି କିନ୍ତୁ ବିଦେଶୀ ପ୍ରଜାତିର କୁକୁର କିଣନ୍ତି। <box>535 246 760 419</box>
registration-mark <box>1220 2250 1232 2262</box>
registration-mark <box>1205 2250 1217 2262</box>
registration-mark <box>1250 2250 1262 2262</box>
sudoku-title-su: su <box>52 1698 99 1730</box>
divider <box>280 245 281 920</box>
divider <box>925 1045 926 1765</box>
answer-cell <box>253 2122 271 2135</box>
answer-cell <box>234 2162 252 2175</box>
sudoku-cell[interactable]: 5 <box>109 1908 141 1940</box>
letter-2-title: ଅଘୋଷିତ ଆୟ ଖୁଲାସା <box>790 1838 930 1857</box>
answer-cell <box>289 2122 307 2135</box>
second-column-3: ହେବା ନିଜକୁ ଚିହ୍ନିବାକୁ ନିର୍ଭର କରେ। ଆମେ ଅନେକ ସମୟରେ ନିଜ ଶକ୍ତିକୁ ଚିହ୍ନିପାରୁନା। ଆମ ଭିତରେ ଅସୀମ ଶକ୍ତି ଲୁଚି ରହିଛି। ଏହି ଶକ୍ତିକୁ ଜାଗ୍ରତ କରିବା ପାଇଁ ଆତ୍ମବିଶ୍ୱାସ ଦରକାର। ଆତ୍ମବିଶ୍ୱାସ ଥିଲେ ଯେକୌଣସି ଅସମ୍ଭବ କାମ ସମ୍ଭବ ହୋଇପାରେ। ତେଣୁ ବାହାରେ ସୁଖ ନ ଖୋଜି ଭିତରେ ଖୋଜନ୍ତୁ। <box>935 1046 1150 1166</box>
sudoku-cell[interactable] <box>303 1811 335 1843</box>
answer-cell <box>363 2069 381 2082</box>
archive-items <box>1172 1925 1467 2225</box>
right-contact: ଚିତ୍ରକୂଟ, ମହାରାଣୀ ପେଟ, ଉଦୟଗିରି, କନ୍ଧମାଳ, ମୋ-୯୮୬୧୩୪୦୬୨୨ <box>1172 1811 1411 1843</box>
answer-cell <box>216 2096 234 2109</box>
answer-cell <box>308 2122 326 2135</box>
divider <box>170 212 310 213</box>
answer-cell <box>289 2176 307 2189</box>
poem-line: (ପ୍ରାର୍ଥନା ଓ ଦେବୀ) <box>265 1634 353 1648</box>
author-name: ମାନେକା ଗାନ୍ଧୀ <box>195 222 292 241</box>
sudoku-cell[interactable] <box>335 2005 367 2037</box>
sudoku-cell[interactable] <box>270 1908 302 1940</box>
answer-cell <box>253 2136 271 2149</box>
answer-cell <box>363 2109 381 2122</box>
poem-line: କଲା ନିରାମୟ <box>270 1600 331 1614</box>
sudoku-title-ku: ku <box>157 1698 206 1730</box>
quote-author: -ଶ୍ରୀମା <box>950 96 996 114</box>
registration-mark <box>290 2250 302 2262</box>
sudoku-cell[interactable] <box>77 1940 109 1972</box>
sudoku-cell[interactable] <box>206 1811 238 1843</box>
sudoku-title-do: do <box>103 1698 153 1730</box>
answer-cell <box>326 2109 344 2122</box>
answer-cell <box>271 2162 289 2175</box>
sudoku-cell[interactable]: C <box>238 1811 270 1843</box>
archive-years: ୨୫ <box>1185 1852 1219 1887</box>
sudoku-cell[interactable]: AC <box>206 2005 238 2037</box>
answer-cell <box>308 2176 326 2189</box>
sudoku-cell[interactable]: 7 <box>335 1940 367 1972</box>
sudoku-cell[interactable]: 0 <box>270 1973 302 2005</box>
sudoku-cell[interactable]: 8 <box>109 1747 141 1779</box>
answer-cell <box>253 2176 271 2189</box>
